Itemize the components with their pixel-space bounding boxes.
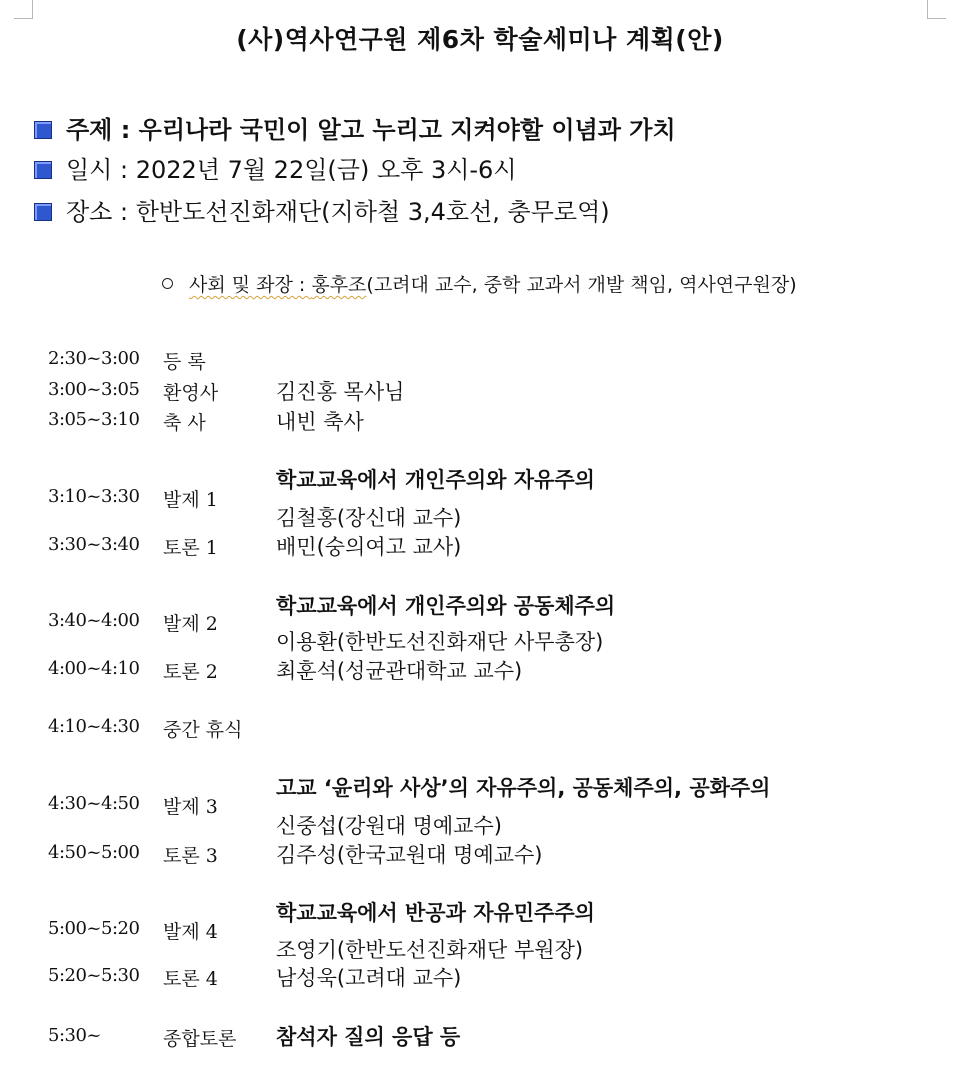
host-detail: (고려대 교수, 중학 교과서 개발 책임, 역사연구원장) — [366, 274, 797, 296]
schedule-time: 5:00~5:20 — [48, 918, 140, 939]
schedule-time: 3:10~3:30 — [48, 486, 140, 507]
discussant: 최훈석(성균관대학교 교수) — [276, 659, 523, 683]
schedule-label: 종합토론 — [163, 1028, 237, 1050]
schedule-speaker: 김진홍 목사님 — [276, 380, 405, 404]
schedule-label: 환영사 — [163, 382, 219, 404]
schedule-time: 3:05~3:10 — [48, 409, 140, 430]
schedule-time: 3:30~3:40 — [48, 534, 140, 555]
presenter: 조영기(한반도선진화재단 부원장) — [276, 938, 584, 962]
theme-line — [34, 110, 676, 145]
schedule-time: 3:40~4:00 — [48, 610, 140, 631]
schedule-time: 4:00~4:10 — [48, 658, 140, 679]
schedule-time: 4:30~4:50 — [48, 793, 140, 814]
discussant: 남성욱(고려대 교수) — [276, 966, 462, 990]
theme-text: 주제 : 우리나라 국민이 알고 누리고 지켜야할 이념과 가치 — [66, 116, 676, 144]
venue-text: 장소 : 한반도선진화재단(지하철 3,4호선, 충무로역) — [66, 198, 610, 226]
schedule-label: 토론 4 — [163, 968, 218, 990]
page-corner-mark — [14, 0, 33, 19]
schedule-speaker: 내빈 축사 — [276, 410, 364, 434]
blue-square-bullet-icon — [34, 121, 52, 139]
blue-square-bullet-icon — [34, 161, 52, 179]
schedule-time: 4:10~4:30 — [48, 716, 140, 737]
schedule-label: 등 록 — [163, 351, 206, 373]
host-name: 홍후조 — [311, 274, 367, 296]
session-topic: 학교교육에서 반공과 자유민주주의 — [276, 901, 595, 925]
circle-bullet-icon — [162, 278, 173, 289]
schedule-label: 토론 1 — [163, 537, 218, 559]
schedule-label: 토론 2 — [163, 661, 218, 683]
schedule-time: 2:30~3:00 — [48, 348, 140, 369]
date-line — [34, 150, 517, 185]
document-title: (사)역사연구원 제6차 학술세미나 계획(안) — [236, 25, 724, 54]
schedule-label: 축 사 — [163, 412, 206, 434]
presenter: 신중섭(강원대 명예교수) — [276, 814, 502, 838]
closing-description: 참석자 질의 응답 등 — [276, 1025, 461, 1049]
session-topic: 학교교육에서 개인주의와 자유주의 — [276, 468, 595, 492]
blue-square-bullet-icon — [34, 203, 52, 221]
schedule-time: 4:50~5:00 — [48, 842, 140, 863]
schedule-label: 발제 4 — [163, 921, 218, 943]
schedule-label: 중간 휴식 — [163, 719, 243, 741]
discussant: 김주성(한국교원대 명예교수) — [276, 843, 543, 867]
schedule-time: 5:20~5:30 — [48, 965, 140, 986]
session-topic: 고교 ‘윤리와 사상’의 자유주의, 공동체주의, 공화주의 — [276, 776, 771, 800]
discussant: 배민(숭의여고 교사) — [276, 535, 462, 559]
schedule-label: 발제 2 — [163, 613, 218, 635]
schedule-label: 발제 3 — [163, 796, 218, 818]
presenter: 김철홍(장신대 교수) — [276, 506, 462, 530]
session-topic: 학교교육에서 개인주의와 공동체주의 — [276, 594, 616, 618]
schedule-label: 토론 3 — [163, 845, 218, 867]
host-line — [162, 270, 797, 297]
venue-line — [34, 192, 610, 227]
host-label: 사회 및 좌장 : — [189, 274, 312, 296]
schedule-label: 발제 1 — [163, 489, 218, 511]
page-corner-mark — [927, 0, 946, 19]
schedule-time: 5:30~ — [48, 1025, 102, 1046]
schedule-time: 3:00~3:05 — [48, 379, 140, 400]
date-text: 일시 : 2022년 7월 22일(금) 오후 3시-6시 — [66, 156, 517, 184]
presenter: 이용환(한반도선진화재단 사무총장) — [276, 630, 604, 654]
